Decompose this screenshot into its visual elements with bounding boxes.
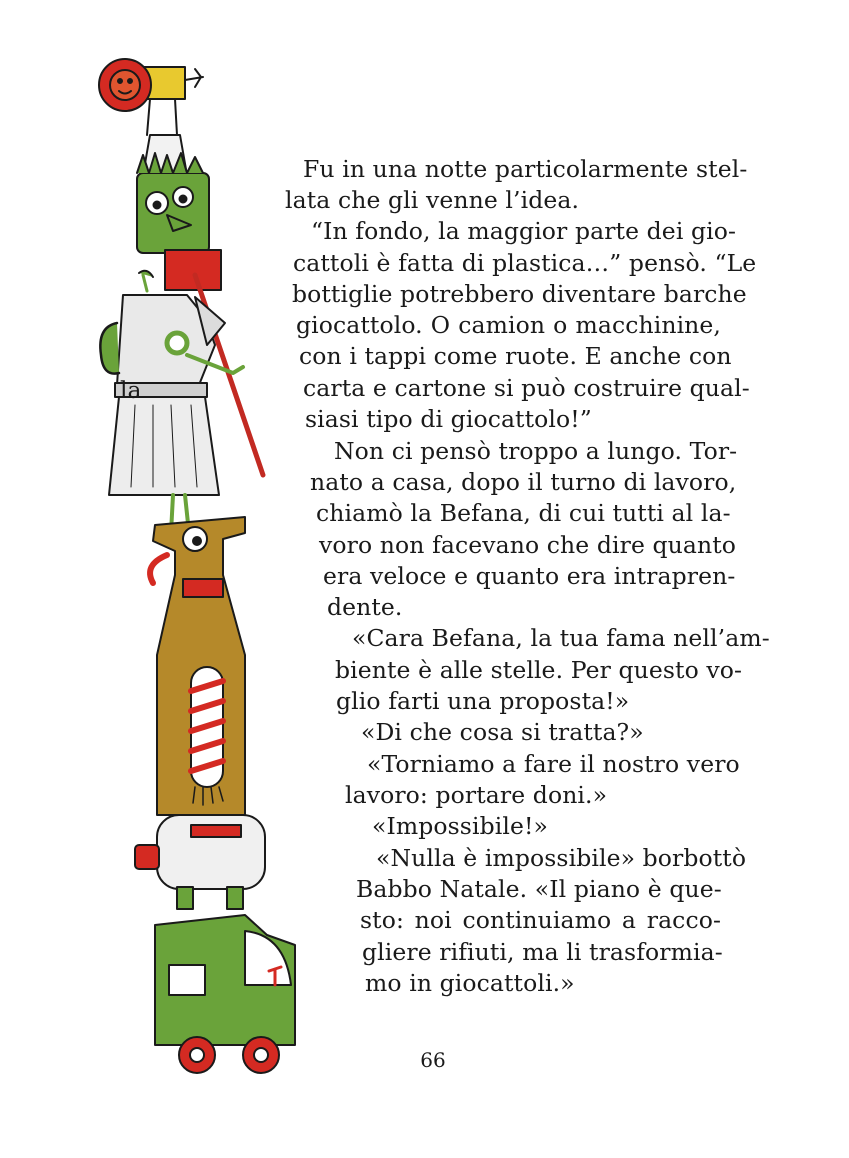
- text-line: lavoro: portare doni.»: [345, 781, 608, 809]
- text-line: «Di che cosa si tratta?»: [361, 718, 644, 746]
- text-line: siasi tipo di giocattolo!”: [305, 405, 592, 433]
- text-line: carta e cartone si può costruire qual-: [303, 374, 750, 402]
- text-line: mo in giocattoli.»: [365, 969, 575, 997]
- page-number: 66: [420, 1048, 446, 1072]
- text-line: nato a casa, dopo il turno di lavoro,: [310, 468, 737, 496]
- text-line: giocattolo. O camion o macchinine,: [296, 311, 721, 339]
- mustard-bottle-icon: [150, 517, 245, 815]
- text-line: gliere rifiuti, ma li trasformia-: [362, 938, 723, 966]
- text-line: Babbo Natale. «Il piano è que-: [356, 875, 722, 903]
- recycled-toys-tower-illustration: [95, 55, 315, 1090]
- stray-text-fragment: la: [120, 376, 142, 404]
- green-truck-icon: [155, 887, 295, 1073]
- white-container-icon: [135, 815, 265, 889]
- text-line: sto: noi continuiamo a racco-: [360, 906, 721, 934]
- text-line: con i tappi come ruote. E anche con: [299, 342, 732, 370]
- text-line: glio farti una proposta!»: [336, 687, 630, 715]
- text-line: lata che gli venne l’idea.: [285, 186, 580, 214]
- text-line: “In fondo, la maggior parte dei gio-: [311, 217, 737, 245]
- text-line: Non ci pensò troppo a lungo. Tor-: [334, 437, 738, 465]
- grass-head-icon: [137, 153, 221, 290]
- text-line: «Cara Befana, la tua fama nell’am-: [352, 624, 770, 652]
- text-line: era veloce e quanto era intrapren-: [323, 562, 736, 590]
- text-line: «Torniamo a fare il nostro vero: [367, 750, 740, 778]
- text-line: «Nulla è impossibile» borbottò: [376, 844, 747, 872]
- text-line: «Impossibile!»: [372, 812, 548, 840]
- text-line: biente è alle stelle. Per questo vo-: [335, 656, 743, 684]
- text-line: Fu in una notte particolarmente stel-: [303, 155, 748, 183]
- text-line: dente.: [327, 593, 403, 621]
- lion-toy-icon: [99, 59, 203, 135]
- text-line: voro non facevano che dire quanto: [319, 531, 737, 559]
- text-line: bottiglie potrebbero diventare barche: [292, 280, 747, 308]
- text-line: chiamò la Befana, di cui tutti al la-: [316, 499, 731, 527]
- text-line: cattoli è fatta di plastica…” pensò. “Le: [293, 249, 757, 277]
